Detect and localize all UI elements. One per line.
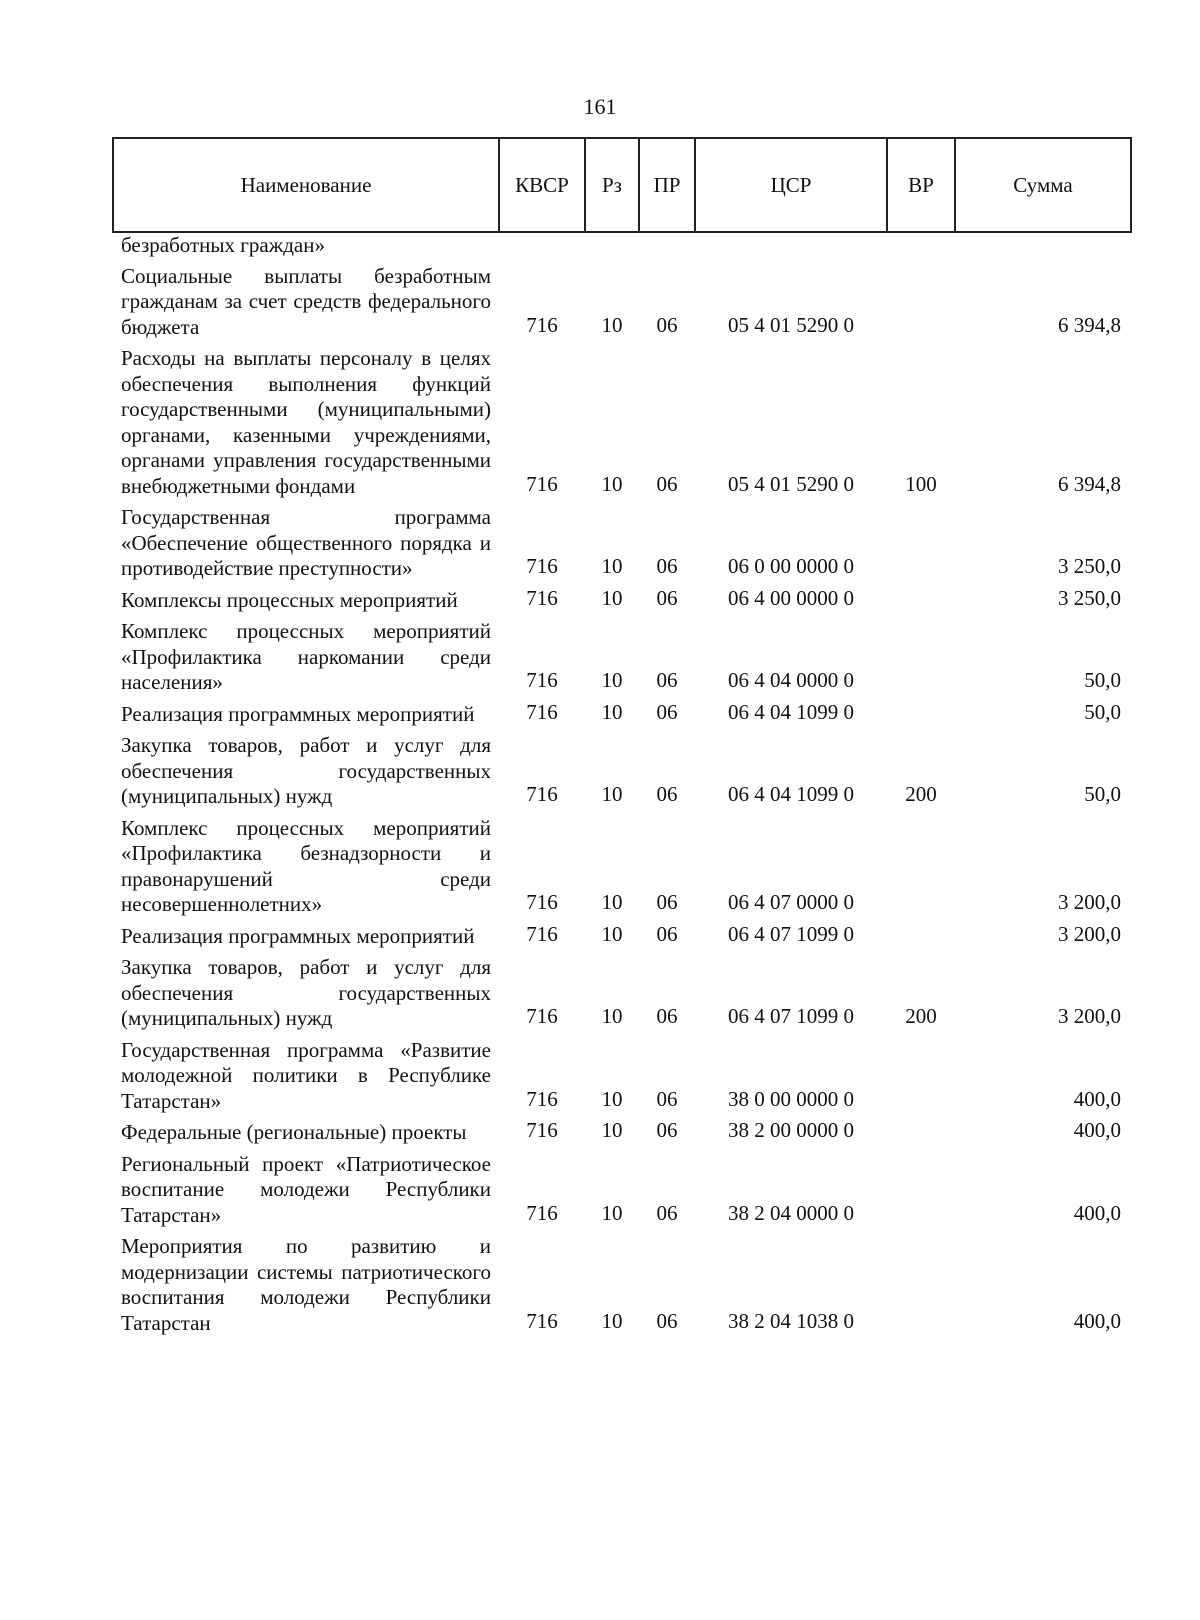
row-name: Мероприятия по развитию и модернизации системы патриотического воспитания молодежи Республики Татарстан [121, 1234, 491, 1335]
table-row [113, 699, 1131, 731]
table-row [113, 813, 1131, 921]
row-vr [887, 502, 955, 585]
row-name: Государственная программа «Обеспечение общественного порядка и противодействие преступности» [121, 505, 491, 580]
row-vr: 100 [905, 471, 937, 496]
row-csr [695, 232, 887, 261]
row-sum: 6 394,8 [1058, 471, 1121, 496]
row-csr: 05 4 01 5290 0 [728, 312, 854, 337]
row-csr: 06 4 07 1099 0 [728, 921, 854, 946]
row-vr [887, 1117, 955, 1149]
row-rz: 10 [601, 1200, 623, 1225]
row-name: Комплекс процессных мероприятий «Профилактика безнадзорности и правонарушений среди несовершеннолетних» [121, 815, 491, 916]
table-row [113, 1117, 1131, 1149]
row-rz: 10 [601, 1118, 623, 1142]
table-row [113, 952, 1131, 1035]
row-pr: 06 [656, 471, 678, 496]
row-pr: 06 [656, 1118, 678, 1142]
table-row [113, 921, 1131, 953]
row-csr: 38 2 04 0000 0 [728, 1200, 854, 1225]
table-row [113, 1231, 1131, 1339]
row-vr [887, 616, 955, 699]
row-vr [887, 813, 955, 921]
row-rz: 10 [601, 1004, 623, 1028]
table-row [113, 1149, 1131, 1232]
header-rz: Рз [585, 138, 639, 232]
header-sum: Сумма [955, 138, 1131, 232]
row-name: Социальные выплаты безработным гражданам за счет средств федерального бюджета [121, 263, 491, 339]
row-rz: 10 [601, 1086, 623, 1111]
header-name: Наименование [113, 138, 499, 232]
row-name: Закупка товаров, работ и услуг для обеспечения государственных (муниципальных) нужд [121, 733, 491, 808]
row-csr: 38 2 04 1038 0 [728, 1308, 854, 1333]
row-vr [887, 921, 955, 953]
row-csr: 06 4 07 1099 0 [728, 1004, 854, 1028]
table-row [113, 616, 1131, 699]
row-rz: 10 [601, 782, 623, 806]
row-kvsr [499, 232, 585, 261]
row-kvsr: 716 [526, 1004, 558, 1028]
row-csr: 06 4 04 1099 0 [728, 782, 854, 806]
row-sum: 50,0 [1084, 699, 1121, 724]
row-sum: 3 250,0 [1058, 554, 1121, 578]
row-kvsr: 716 [526, 782, 558, 806]
row-kvsr: 716 [526, 554, 558, 578]
row-name: Реализация программных мероприятий [121, 701, 475, 726]
row-rz: 10 [601, 554, 623, 578]
row-sum: 3 200,0 [1058, 921, 1121, 946]
row-sum: 6 394,8 [1058, 312, 1121, 337]
row-sum: 400,0 [1073, 1086, 1121, 1111]
table-header [113, 138, 1131, 232]
row-sum: 50,0 [1084, 668, 1121, 692]
row-csr: 06 0 00 0000 0 [728, 554, 854, 578]
header-csr: ЦСР [695, 138, 887, 232]
row-name: Расходы на выплаты персоналу в целях обеспечения выполнения функций государственными (муниципальными) органами, казенными учреждениями, органами управления государственными внебюджетными фондами [121, 346, 491, 498]
row-pr: 06 [656, 699, 678, 724]
header-pr: ПР [639, 138, 695, 232]
row-name: Государственная программа «Развитие молодежной политики в Республике Татарстан» [121, 1037, 491, 1113]
row-pr: 06 [656, 554, 678, 578]
row-rz: 10 [601, 890, 623, 914]
row-kvsr: 716 [526, 921, 558, 946]
row-pr: 06 [656, 312, 678, 337]
budget-table [112, 137, 1132, 1339]
row-rz: 10 [601, 585, 623, 610]
row-csr: 06 4 04 0000 0 [728, 668, 854, 692]
row-kvsr: 716 [526, 1086, 558, 1111]
row-kvsr: 716 [526, 890, 558, 914]
row-sum: 3 200,0 [1058, 1004, 1121, 1028]
row-pr: 06 [656, 782, 678, 806]
row-rz [585, 232, 639, 261]
row-csr: 38 2 00 0000 0 [728, 1118, 854, 1142]
row-sum: 3 200,0 [1058, 890, 1121, 914]
row-vr [887, 261, 955, 344]
row-rz: 10 [601, 1308, 623, 1333]
row-pr: 06 [656, 1086, 678, 1111]
row-rz: 10 [601, 471, 623, 496]
row-csr: 05 4 01 5290 0 [728, 471, 854, 496]
header-vr: ВР [887, 138, 955, 232]
row-sum: 400,0 [1073, 1118, 1121, 1142]
row-sum: 50,0 [1084, 782, 1121, 806]
row-name: Федеральные (региональные) проекты [121, 1120, 467, 1144]
table-row [113, 730, 1131, 813]
row-vr [887, 1035, 955, 1118]
row-kvsr: 716 [526, 312, 558, 337]
row-sum: 400,0 [1073, 1308, 1121, 1333]
row-sum: 3 250,0 [1058, 585, 1121, 610]
row-name: Комплексы процессных мероприятий [121, 587, 458, 612]
table-body [113, 232, 1131, 1339]
table-row [113, 232, 1131, 261]
row-vr: 200 [905, 1004, 937, 1028]
row-pr: 06 [656, 1200, 678, 1225]
row-name: Региональный проект «Патриотическое воспитание молодежи Республики Татарстан» [121, 1151, 491, 1227]
row-pr: 06 [656, 921, 678, 946]
row-rz: 10 [601, 668, 623, 692]
row-name: безработных граждан» [121, 233, 325, 257]
row-kvsr: 716 [526, 471, 558, 496]
row-sum: 400,0 [1073, 1200, 1121, 1225]
row-kvsr: 716 [526, 699, 558, 724]
row-vr [887, 585, 955, 617]
table-row [113, 261, 1131, 344]
row-kvsr: 716 [526, 1118, 558, 1142]
page-number: 161 [583, 94, 617, 119]
row-name: Комплекс процессных мероприятий «Профилактика наркомании среди населения» [121, 619, 491, 694]
row-rz: 10 [601, 921, 623, 946]
row-csr: 06 4 07 0000 0 [728, 890, 854, 914]
row-pr: 06 [656, 668, 678, 692]
row-rz: 10 [601, 312, 623, 337]
header-kvsr: КВСР [499, 138, 585, 232]
table-row [113, 502, 1131, 585]
table-row [113, 585, 1131, 617]
row-vr [887, 1231, 955, 1339]
row-name: Реализация программных мероприятий [121, 923, 475, 948]
row-name: Закупка товаров, работ и услуг для обеспечения государственных (муниципальных) нужд [121, 955, 491, 1030]
row-pr [639, 232, 695, 261]
row-csr: 06 4 04 1099 0 [728, 699, 854, 724]
row-pr: 06 [656, 1004, 678, 1028]
row-vr [887, 1149, 955, 1232]
row-kvsr: 716 [526, 668, 558, 692]
row-vr [887, 232, 955, 261]
row-sum [955, 232, 1131, 261]
row-csr: 06 4 00 0000 0 [728, 585, 854, 610]
row-pr: 06 [656, 585, 678, 610]
row-rz: 10 [601, 699, 623, 724]
table-row [113, 1035, 1131, 1118]
row-kvsr: 716 [526, 585, 558, 610]
row-csr: 38 0 00 0000 0 [728, 1086, 854, 1111]
row-kvsr: 716 [526, 1308, 558, 1333]
table-row [113, 343, 1131, 502]
row-vr [887, 699, 955, 731]
row-vr: 200 [905, 782, 937, 806]
row-pr: 06 [656, 890, 678, 914]
row-kvsr: 716 [526, 1200, 558, 1225]
row-pr: 06 [656, 1308, 678, 1333]
